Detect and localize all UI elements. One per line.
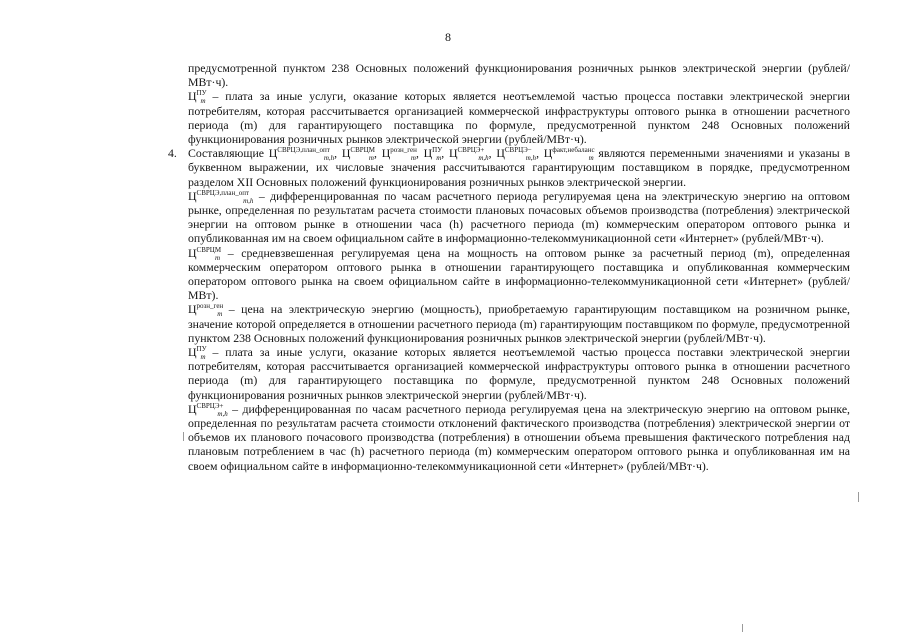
paragraph-continuation: предусмотренной пунктом 238 Основных положений функционирования розничных рынков электрической энергии (рублей/МВт·ч).: [188, 61, 850, 90]
formula-symbol-fakt-nebalans: $Ц^{факт,небаланс}_m$: [543, 146, 595, 163]
definition-rozn-gen: [188, 302, 850, 345]
definition-text: – дифференцированная по часам расчетного периода регулируемая цена на электрическую энергию на оптовом рынке, определенная по результатам расчета стоимости отклонений фактического производства (потребления) электрической энергии от объемов их планового почасового производства (потребления) в отношении объема превышения фактического потребления над плановым потреблением в час (h) расчетного периода (m) коммерческим оператором оптового рынка и опубликованная им на своем официальном сайте в информационно-телекоммуникационной сети «Интернет» (рублей/МВт·ч).: [188, 401, 851, 473]
scan-mark: [858, 492, 859, 502]
scan-mark: [742, 624, 743, 632]
definition-text: – цена на электрическую энергию (мощность), приобретаемую гарантирующим поставщиком на розничном рынке, значение которой определяется в отношении расчетного периода (m) гарантирующим поставщиком по формуле, предусмотренной пунктом 238 Основных положений функционирования розничных рынков электрической энергии (рублей/МВт·ч).: [188, 302, 851, 345]
formula-symbol-svrce-plan: $Ц^{СВРЦЭ,план\_опт}_{m,h}$,: [268, 146, 338, 163]
definition-text: – дифференцированная по часам расчетного периода регулируемая цена на электрическую энергию на оптовом рынке, определенная по результатам расчета стоимости плановых почасовых объемов производства (потребления) электрической энергии на оптовом рынке в отношении часа (h) расчетного периода (m) коммерческим оператором оптового рынка и опубликованная им на своем официальном сайте в информационно-телекоммуникационной сети «Интернет» (рублей/МВт·ч).: [188, 188, 850, 246]
formula-symbol-svrce-plan: $Ц^{СВРЦЭ,план\_опт}_{m,h}$: [188, 188, 254, 205]
formula-symbol-rozn-gen: $Ц^{розн\_ген}_m$,: [381, 146, 419, 163]
formula-symbol-pu: $Ц^{ПУ}_m$,: [423, 146, 445, 163]
definition-svrcm: [188, 246, 850, 303]
formula-symbol-pu: $Ц^{ПУ}_m$: [188, 89, 207, 106]
list-item-4: [168, 146, 851, 189]
definition-text: – плата за иные услуги, оказание которых является неотъемлемой частью процесса поставки электрической энергии потребителям, которая рассчитывается организацией коммерческой инфраструктуры оптового рынка в отношении расчетного периода (m) для гарантирующего поставщика по формуле, предусмотренной пунктом 248 Основных положений функционирования розничных рынков электрической энергии (рублей/МВт·ч).: [188, 345, 850, 402]
definition-text: – средневзвешенная регулируемая цена на мощность на оптовом рынке за расчетный период (m), определенная коммерческим оператором оптового рынка в отношении гарантирующего поставщика и опубликованная коммерческим оператором оптового рынка на своем официальном сайте в информационно-телекоммуникационной сети «Интернет» (рублей/МВт).: [188, 245, 850, 303]
formula-symbol-svrcm: $Ц^{СВРЦМ}_m$: [188, 245, 222, 262]
scan-mark: [183, 432, 184, 441]
formula-symbol-svrce-plus: $Ц^{СВРЦЭ+}_{m,h}$,: [448, 146, 492, 163]
formula-symbol-svrcm: $Ц^{СВРЦМ}_m$,: [341, 146, 377, 163]
item4-lead: Составляющие: [188, 146, 265, 161]
formula-symbol-svrce-minus: $Ц^{СВРЦЭ-}_{m,h}$,: [496, 146, 540, 163]
definition-pu-first: [188, 89, 850, 146]
page-number: 8: [445, 30, 451, 44]
definition-pu-second: [188, 345, 850, 402]
definition-svrce-plan: [188, 189, 850, 246]
document-body: [168, 61, 851, 473]
item4-text: являются переменными значениями и указаны в буквенном выражении, их числовые значения рассчитываются гарантирующим поставщиком в порядке, предусмотренном разделом XII Основных положений функционирования розничных рынков электрической энергии.: [188, 146, 851, 189]
definition-text: – плата за иные услуги, оказание которых является неотъемлемой частью процесса поставки электрической энергии потребителям, которая рассчитывается организацией коммерческой инфраструктуры оптового рынка в отношении расчетного периода (m) для гарантирующего поставщика по формуле, предусмотренной пунктом 248 Основных положений функционирования розничных рынков электрической энергии (рублей/МВт·ч).: [188, 89, 850, 147]
formula-symbol-rozn-gen: $Ц^{розн\_ген}_m$: [188, 302, 224, 319]
definition-svrce-plus: [188, 402, 850, 473]
list-item-number: 4.: [168, 146, 177, 161]
formula-symbol-svrce-plus: $Ц^{СВРЦЭ+}_{m,h}$: [188, 401, 228, 418]
formula-symbol-pu: $Ц^{ПУ}_m$: [188, 345, 207, 362]
